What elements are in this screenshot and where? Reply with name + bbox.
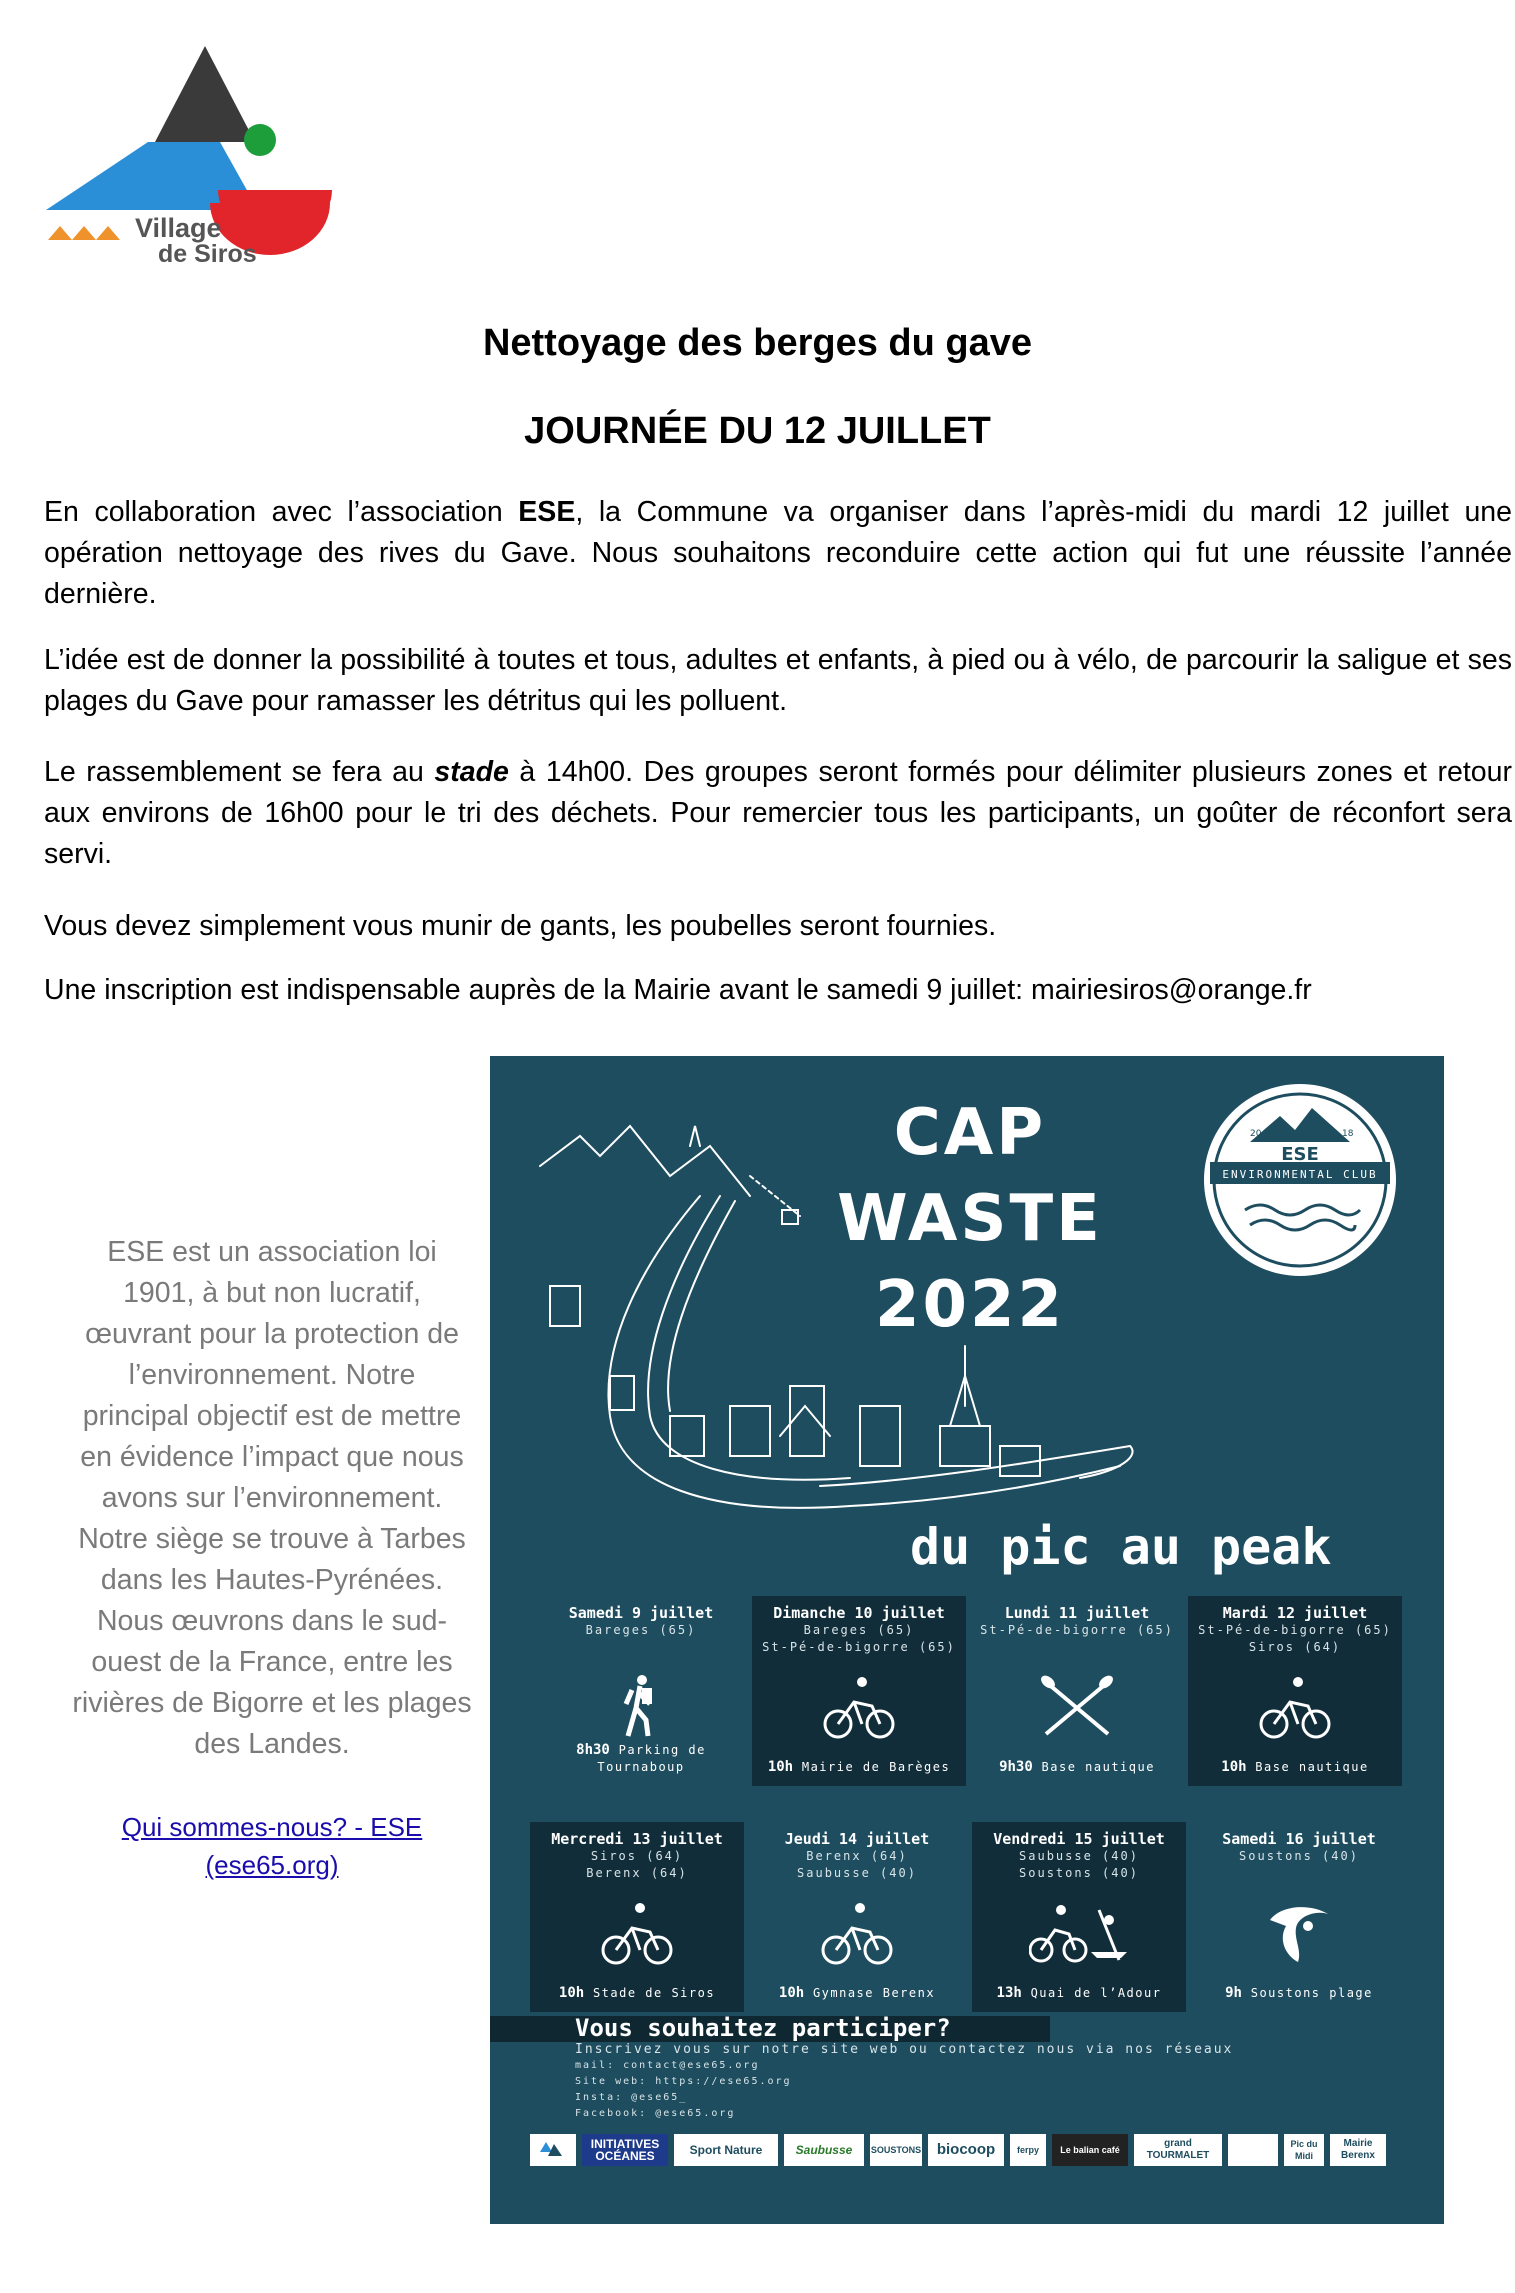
sponsor-logo (1228, 2134, 1278, 2166)
sponsor-logo: Le balian café (1052, 2134, 1128, 2166)
ese-badge-logo (1200, 1080, 1400, 1280)
page-subtitle: JOURNÉE DU 12 JUILLET (524, 410, 991, 452)
sponsor-logo: grand TOURMALET (1134, 2134, 1222, 2166)
poster-info: Inscrivez vous sur notre site web ou contactez nous via nos réseaux (575, 2042, 1234, 2057)
day-box-7: Vendredi 15 juillet Saubusse (40) Soustons (40) 13h Quai de l’Adour (972, 1822, 1186, 2012)
svg-text:20: 20 (1250, 1129, 1262, 1139)
svg-text:18: 18 (1342, 1129, 1354, 1139)
poster-mail: mail: contact@ese65.org (575, 2060, 760, 2071)
poster-title-cap: CAP (893, 1096, 1047, 1170)
paragraph-inscription: Une inscription est indispensable auprès de la Mairie avant le samedi 9 juillet: mairiesiros@orange.fr (44, 974, 1312, 1006)
day-box-5: Mercredi 13 juillet Siros (64) Berenx (64) 10h Stade de Siros (530, 1822, 744, 2012)
cyclist-kayak-icon (1029, 1900, 1129, 1966)
sponsor-logo: SOUSTONS (870, 2134, 922, 2166)
day-box-3: Lundi 11 juillet St-Pé-de-bigorre (65) 9h30 Base nautique (980, 1604, 1174, 1775)
poster-title-waste: WASTE (837, 1182, 1103, 1256)
cap-waste-poster (490, 1056, 1444, 2224)
day-box-6: Jeudi 14 juillet Berenx (64) Saubusse (40) 10h Gymnase Berenx (778, 1830, 936, 2001)
ese-link[interactable]: Qui sommes-nous? - ESE (ese65.org) (121, 1812, 423, 1880)
poster-website: Site web: https://ese65.org (575, 2076, 792, 2087)
day-box-8: Samedi 16 juillet Soustons (40) 9h Soustons plage (1222, 1830, 1376, 2001)
poster-facebook: Facebook: @ese65.org (575, 2108, 736, 2119)
paragraph-idea: L’idée est de donner la possibilité à toutes et tous, adultes et enfants, à pied ou à vélo, de parcourir la saligue et ses plages du Gave pour ramasser les détritus qui les polluent. (44, 644, 1512, 717)
day-box-1: Samedi 9 juillet Bareges (65) 8h30 Parking de Tournaboup (568, 1604, 714, 1774)
surfer-icon (1262, 1900, 1336, 1966)
poster-tagline: du pic au peak (910, 1518, 1332, 1576)
poster-insta: Insta: @ese65_ (575, 2092, 688, 2103)
page-title: Nettoyage des berges du gave (482, 322, 1033, 364)
hiker-icon (604, 1674, 678, 1740)
sponsor-logo: biocoop (928, 2134, 1004, 2166)
svg-text:ESE: ESE (1281, 1144, 1319, 1165)
cyclist-icon (820, 1900, 894, 1966)
paragraph-collaboration: En collaboration avec l’association ESE, la Commune va organiser dans l’après-midi du mardi 12 juillet une opération nettoyage des rives du Gave. Nous souhaitons reconduire cette action qui fut une réussite l’année dernière. (44, 496, 1512, 610)
day-box-4: Mardi 12 juillet St-Pé-de-bigorre (65) Siros (64) 10h Base nautique (1188, 1596, 1402, 1786)
svg-text:ENVIRONMENTAL CLUB: ENVIRONMENTAL CLUB (1222, 1168, 1378, 1181)
paddles-icon (1040, 1674, 1114, 1740)
paragraph-gloves: Vous devez simplement vous munir de gants, les poubelles seront fournies. (44, 910, 997, 942)
cyclist-icon (600, 1900, 674, 1966)
sponsor-logo: INITIATIVES OCÉANES (582, 2134, 668, 2166)
sponsor-logo: Sport Nature (674, 2134, 778, 2166)
sponsor-logo: Saubusse (784, 2134, 864, 2166)
sponsor-logo (530, 2134, 576, 2166)
svg-text:de Siros: de Siros (158, 240, 257, 268)
sponsor-logo: ferpy (1010, 2134, 1046, 2166)
sponsor-logo: Mairie Berenx (1330, 2134, 1386, 2166)
village-de-siros-logo (40, 40, 340, 270)
svg-text:Village: Village (135, 213, 222, 243)
ese-description: ESE est un association loi 1901, à but non lucratif, œuvrant pour la protection de l’environnement. Notre principal objectif est de mettre en évidence l’impact que nous avons sur l’environnement. Notre siège se trouve à Tarbes dans les Hautes-Pyrénées. Nous œuvrons dans le sud-ouest de la France, entre les rivières de Bigorre et les plages des Landes. (72, 1236, 472, 1760)
sponsor-logo: Pic du Midi (1284, 2134, 1324, 2166)
day-box-2: Dimanche 10 juillet Bareges (65) St-Pé-de-bigorre (65) 10h Mairie de Barèges (752, 1596, 966, 1786)
paragraph-rassemblement: Le rassemblement se fera au stade à 14h00. Des groupes seront formés pour délimiter plusieurs zones et retour aux environs de 16h00 pour le tri des déchets. Pour remercier tous les participants, un goûter de réconfort sera servi. (44, 756, 1512, 870)
cyclist-icon (822, 1674, 896, 1740)
poster-title-year: 2022 (874, 1268, 1066, 1342)
poster-question: Vous souhaitez participer? (575, 2014, 951, 2042)
cyclist-icon (1258, 1674, 1332, 1740)
